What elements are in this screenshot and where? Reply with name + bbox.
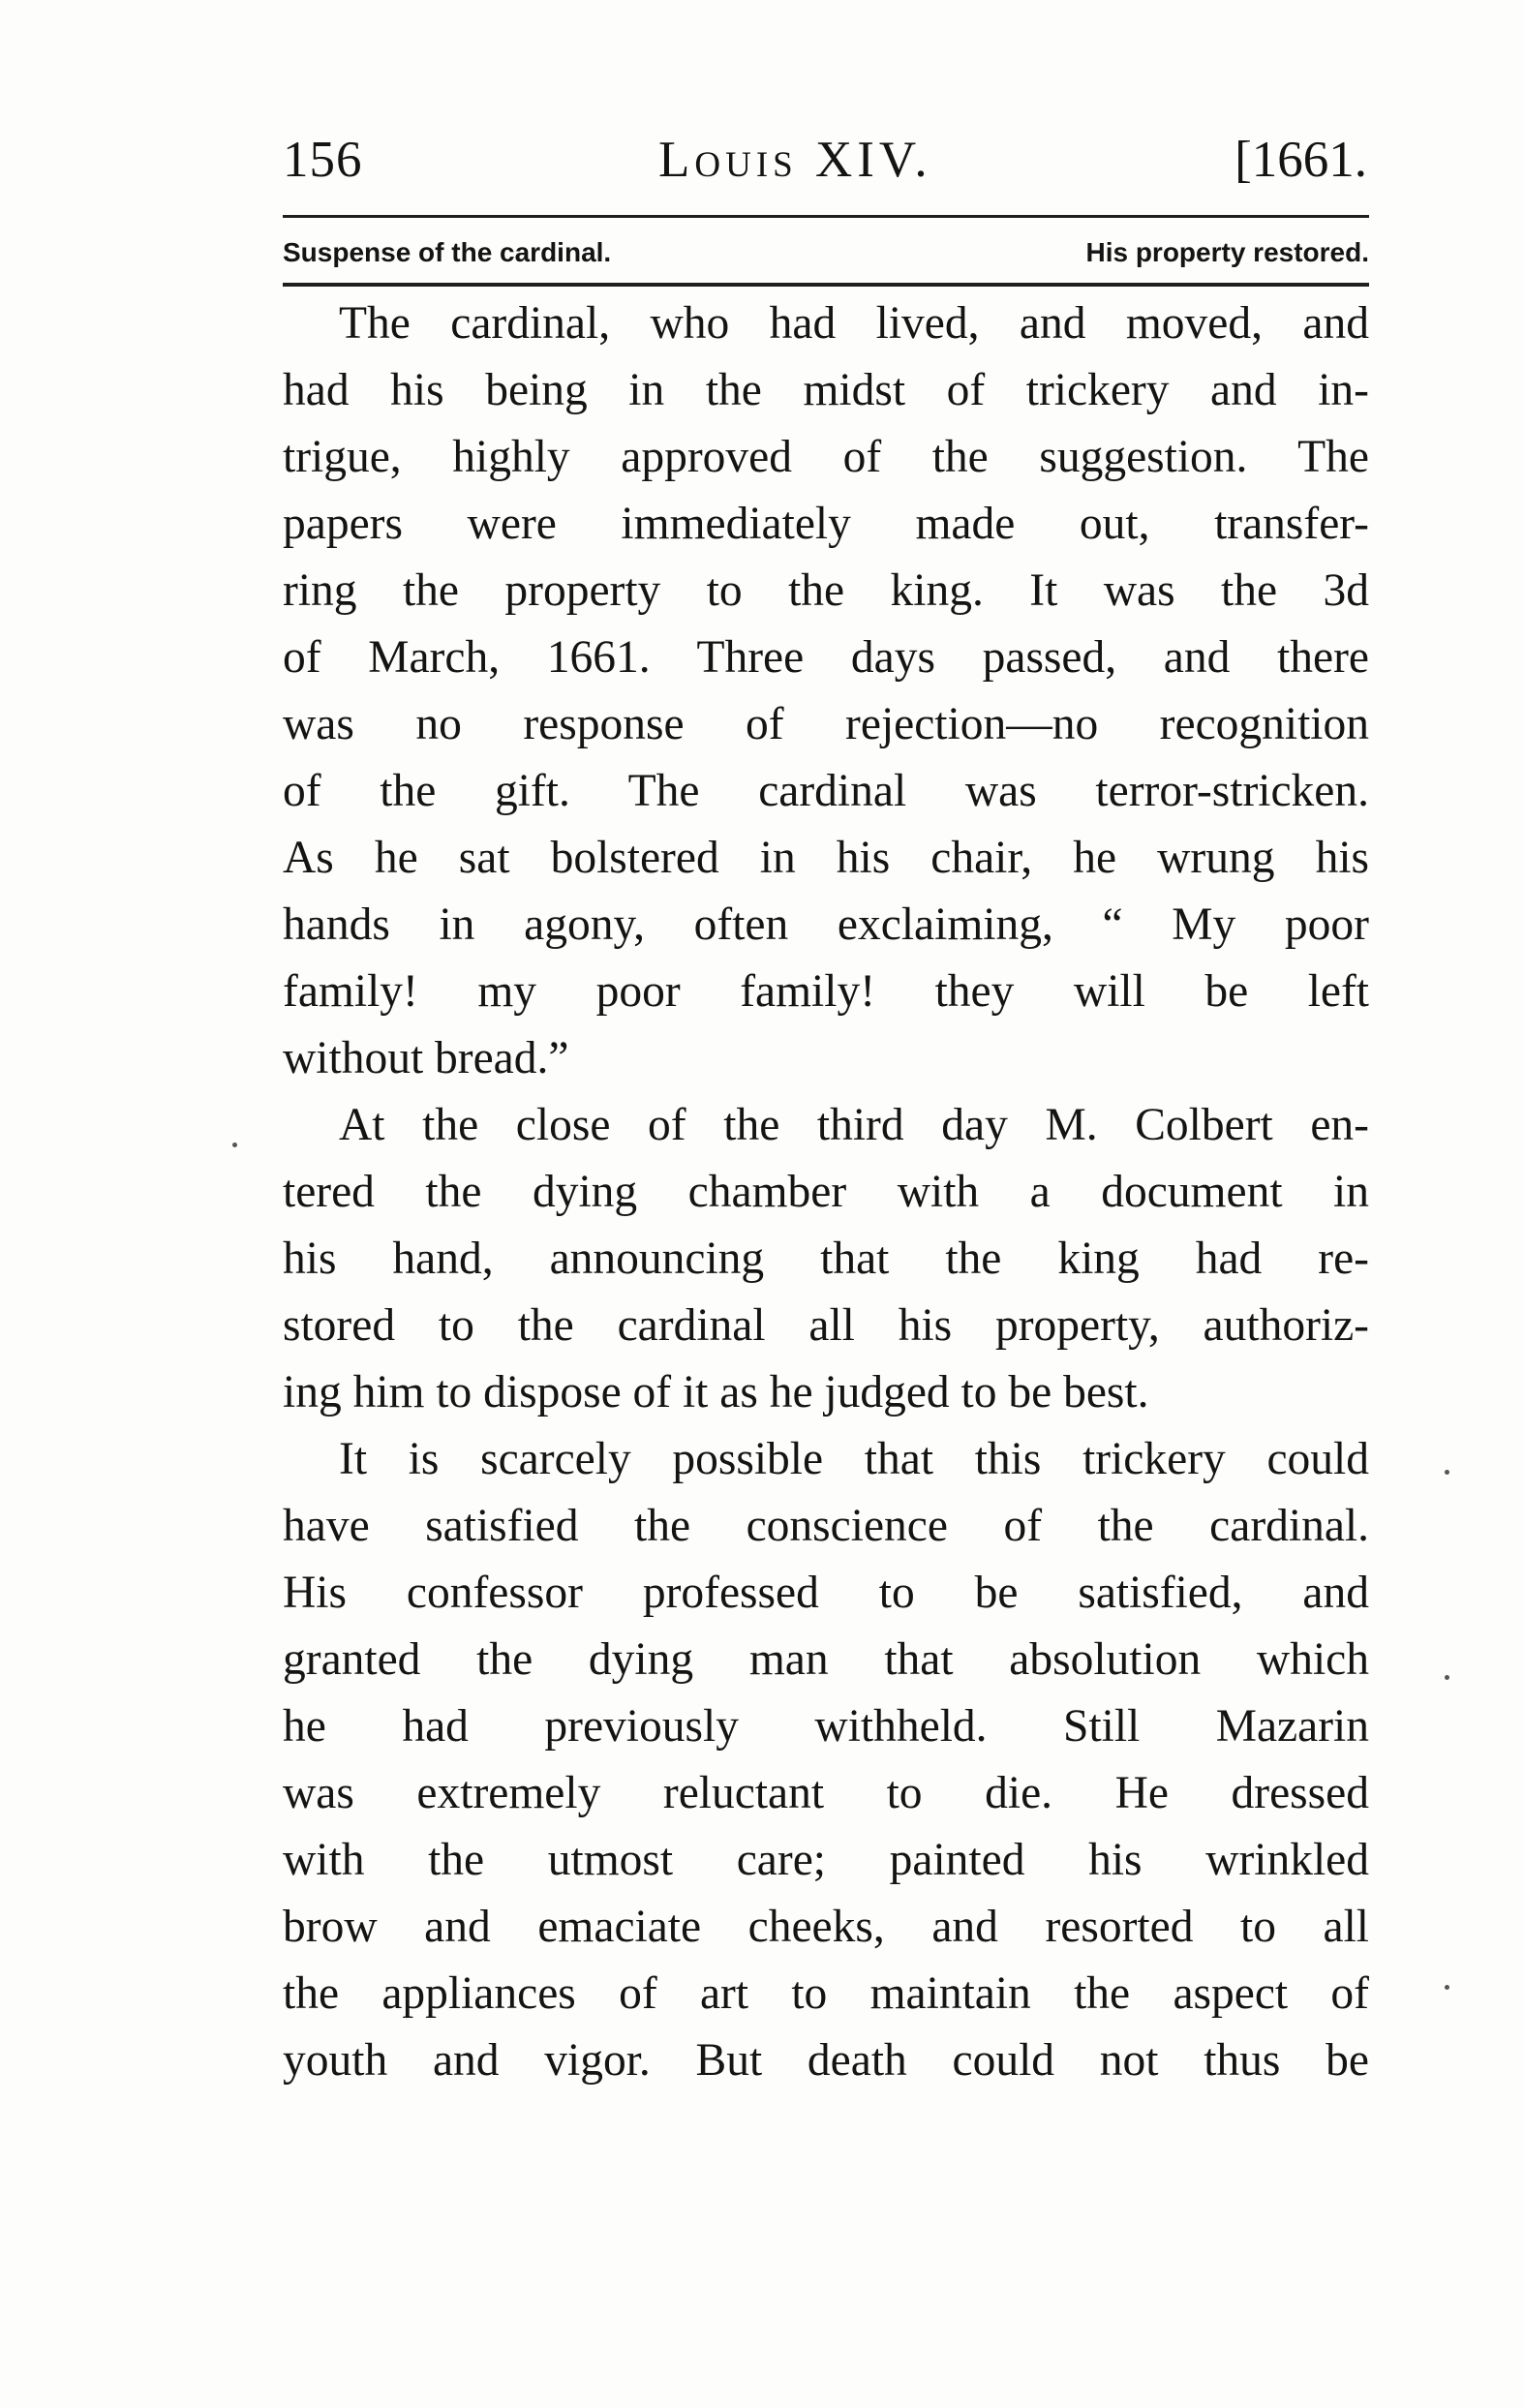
scan-speck <box>232 1143 237 1147</box>
side-notes <box>283 230 1369 275</box>
text-line: granted the dying man that absolution which <box>283 1634 1369 1685</box>
running-title: Louis XIV. <box>658 132 932 188</box>
scan-speck <box>1445 1675 1449 1680</box>
text-line: have satisfied the conscience of the cardinal. <box>283 1501 1369 1551</box>
header-line <box>283 126 1367 194</box>
text-line: of March, 1661. Three days passed, and there <box>283 632 1369 683</box>
body-text <box>283 290 1369 2094</box>
page-number: 156 <box>283 132 363 188</box>
text-line: As he sat bolstered in his chair, he wrung his <box>283 833 1369 883</box>
text-line: of the gift. The cardinal was terror-stricken. <box>283 766 1369 816</box>
paragraph-2 <box>283 1092 1369 1426</box>
text-line: was no response of rejection—no recognition <box>283 699 1369 749</box>
scan-speck <box>1445 1470 1449 1475</box>
text-line: His confessor professed to be satisfied, and <box>283 1568 1369 1618</box>
side-note-right: His property restored. <box>1085 237 1369 267</box>
text-line: had his being in the midst of trickery and in- <box>283 365 1369 415</box>
text-line: tered the dying chamber with a document in <box>283 1167 1369 1217</box>
text-line: family! my poor family! they will be left <box>283 966 1369 1017</box>
text-line: his hand, announcing that the king had re- <box>283 1234 1369 1284</box>
text-line: brow and emaciate cheeks, and resorted to all <box>283 1902 1369 1952</box>
scan-speck <box>1445 1985 1449 1990</box>
paragraph-1 <box>283 290 1369 1092</box>
header-year: [1661. <box>1234 132 1367 188</box>
side-note-left: Suspense of the cardinal. <box>283 237 612 267</box>
paragraph-3 <box>283 1426 1369 2094</box>
text-line: trigue, highly approved of the suggestion. The <box>283 432 1369 482</box>
text-line: the appliances of art to maintain the aspect of <box>283 1968 1369 2019</box>
text-line: hands in agony, often exclaiming, “ My poor <box>283 899 1369 950</box>
text-line: It is scarcely possible that this trickery could <box>339 1434 1369 1484</box>
text-line: The cardinal, who had lived, and moved, and <box>339 298 1369 349</box>
header-rule <box>283 215 1369 218</box>
text-line: ring the property to the king. It was the 3d <box>283 565 1369 616</box>
text-line: with the utmost care; painted his wrinkled <box>283 1835 1369 1885</box>
text-line: was extremely reluctant to die. He dressed <box>283 1768 1369 1818</box>
text-line: At the close of the third day M. Colbert en- <box>339 1100 1369 1150</box>
text-line: ing him to dispose of it as he judged to be best. <box>283 1367 1149 1417</box>
text-line: he had previously withheld. Still Mazarin <box>283 1701 1369 1752</box>
text-line: youth and vigor. But death could not thus be <box>283 2035 1369 2086</box>
text-line: stored to the cardinal all his property, authoriz- <box>283 1300 1369 1351</box>
text-line: papers were immediately made out, transfer- <box>283 499 1369 549</box>
side-notes-rule <box>283 283 1369 287</box>
text-line: without bread.” <box>283 1033 569 1083</box>
